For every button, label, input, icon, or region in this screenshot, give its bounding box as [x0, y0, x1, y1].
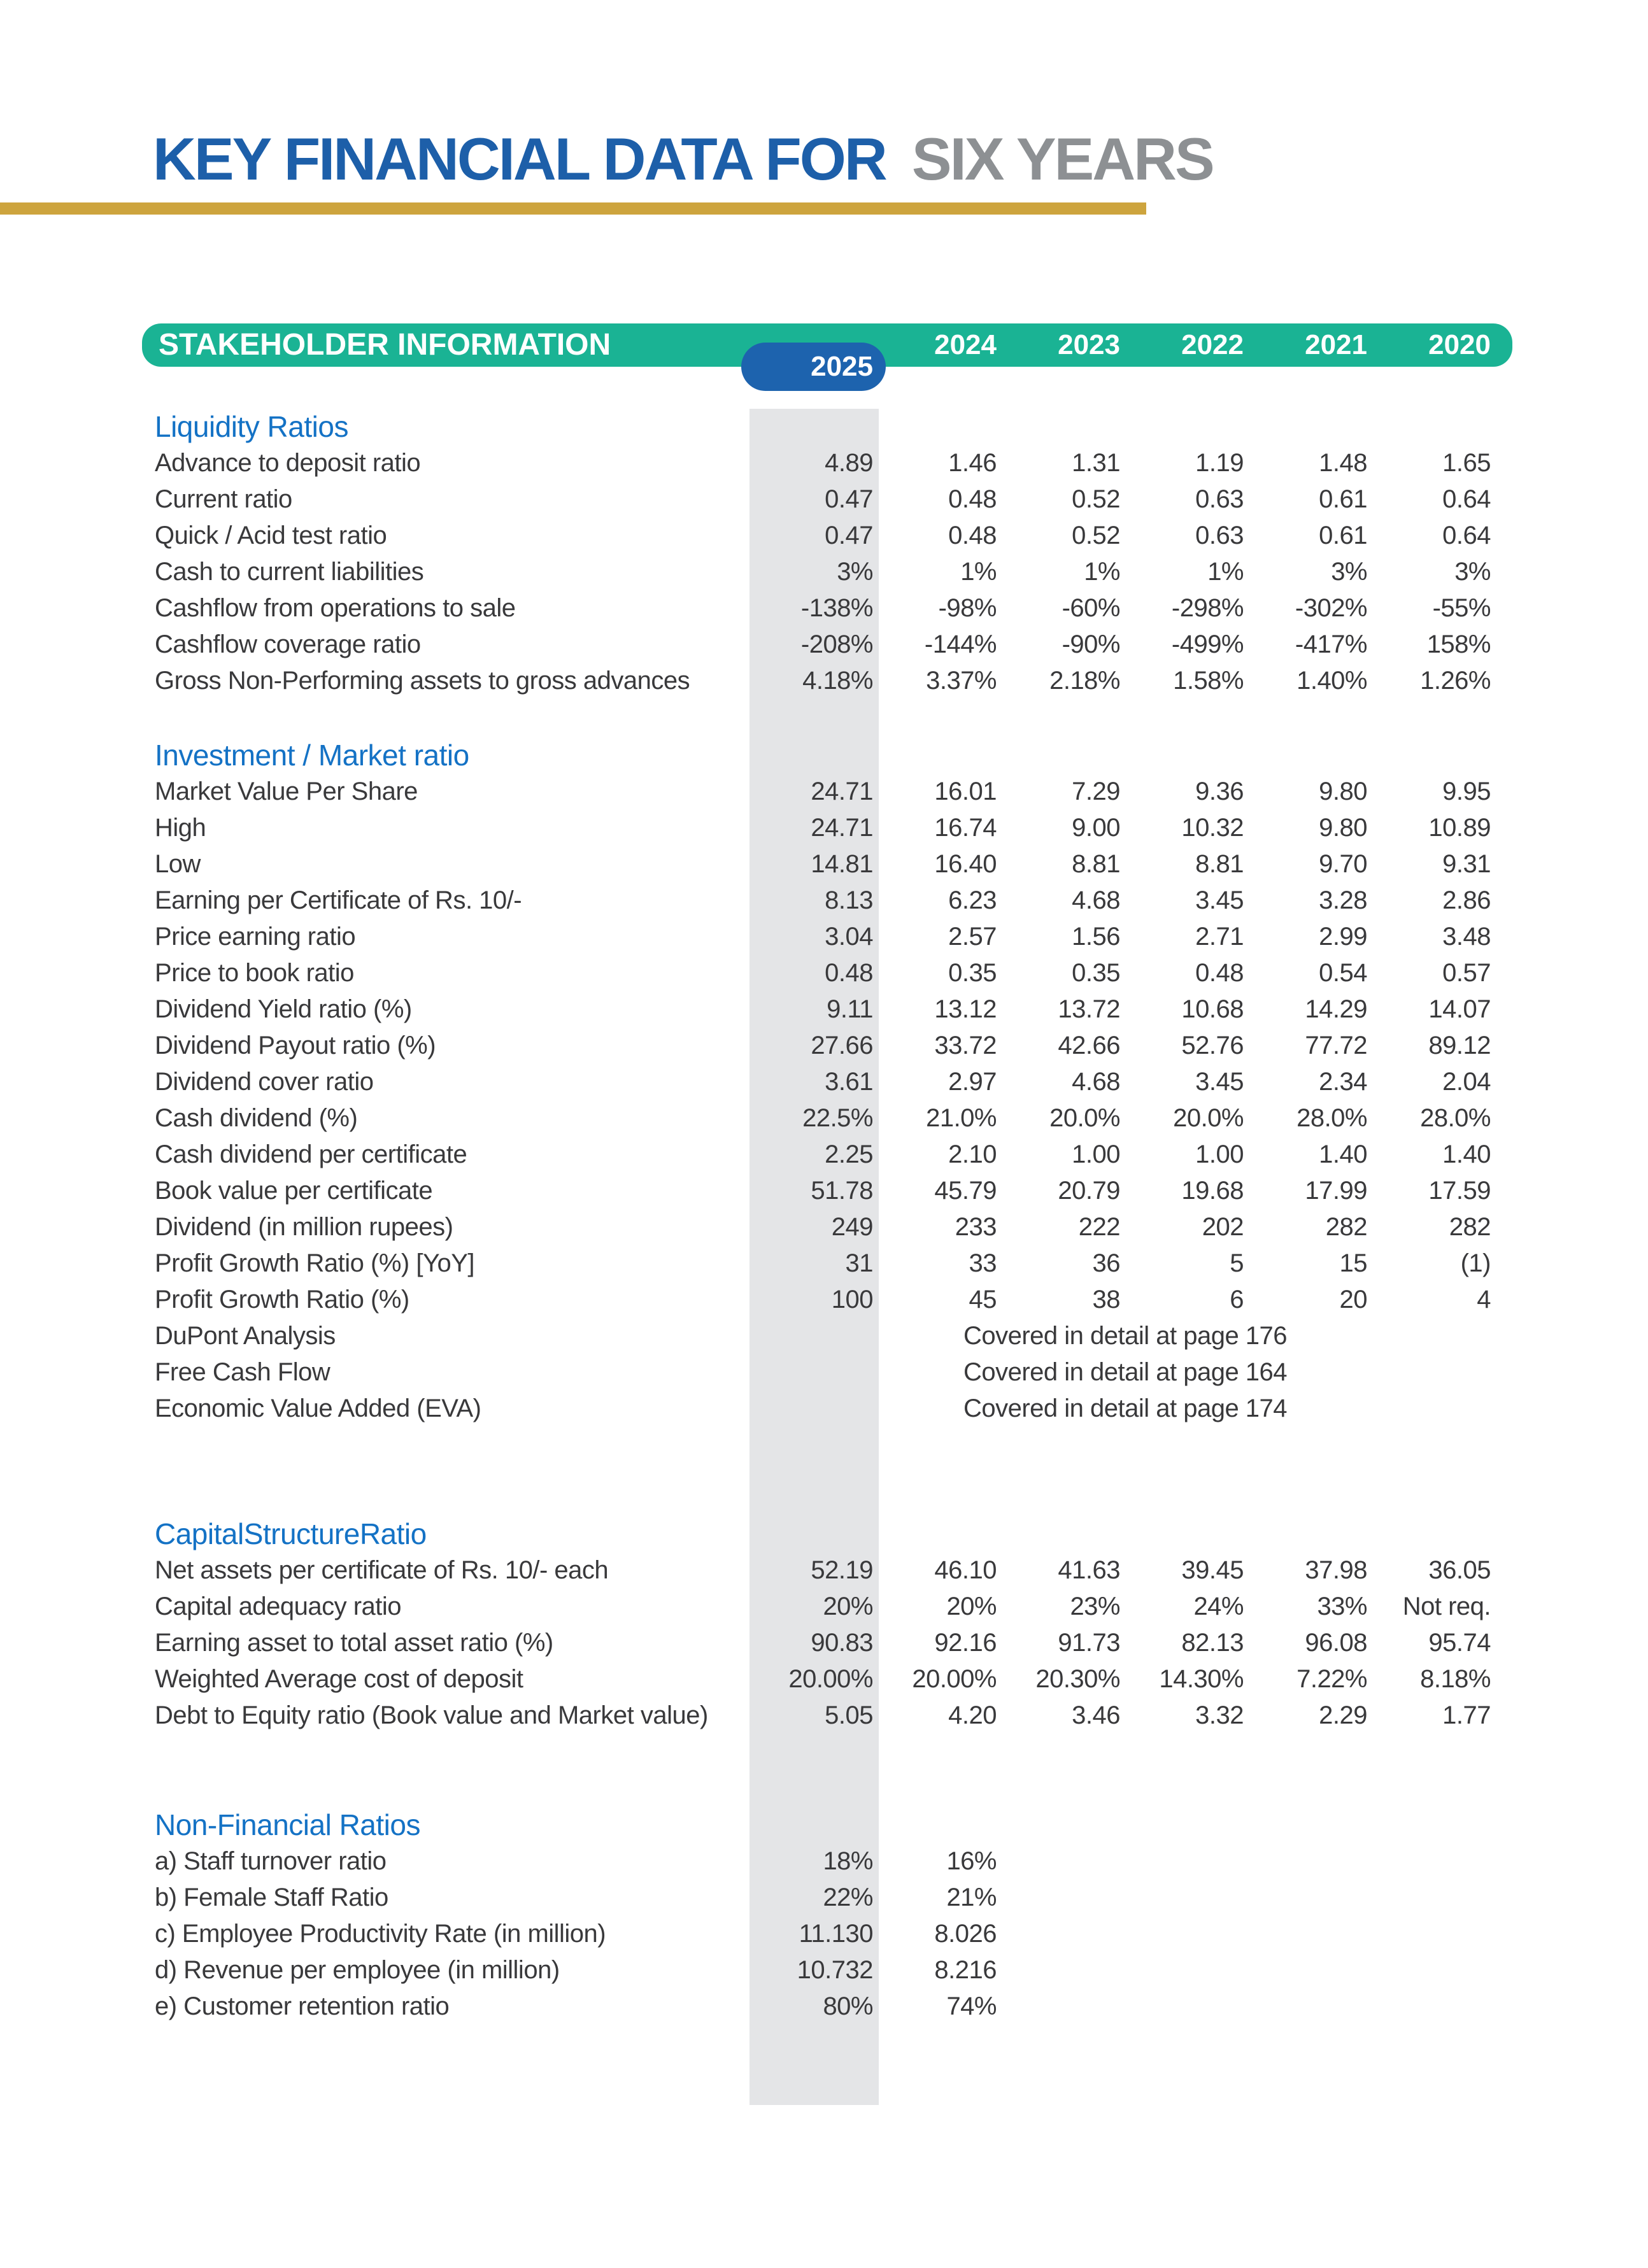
value-cell-2020: 1.77 — [1442, 1701, 1491, 1729]
value-cell-2025: 11.130 — [799, 1920, 873, 1948]
value-cell-2025: 0.47 — [825, 485, 873, 513]
value-cell-2024: 8.216 — [934, 1956, 997, 1984]
value-cell-2023: 4.68 — [1072, 1068, 1120, 1096]
value-cell-2020 — [1372, 1916, 1496, 1952]
value-cell-2020: 0.64 — [1442, 485, 1491, 513]
value-cell-2023: 8.81 — [1072, 850, 1120, 878]
value-cell-2020 — [1372, 1318, 1496, 1354]
value-cell-2020 — [1372, 1880, 1496, 1916]
row-label: Earning asset to total asset ratio (%) — [155, 1629, 553, 1657]
value-cell-2022: 52.76 — [1181, 1031, 1244, 1060]
row-label: d) Revenue per employee (in million) — [155, 1956, 560, 1984]
table-row — [142, 955, 1512, 991]
value-cell-2022 — [1125, 1916, 1249, 1952]
value-cell-2020: 3.48 — [1442, 923, 1491, 951]
value-cell-2021 — [1249, 1880, 1372, 1916]
value-cell-2020: 36.05 — [1428, 1556, 1491, 1584]
row-label: Profit Growth Ratio (%) — [155, 1286, 409, 1314]
value-cell-2022: 0.63 — [1195, 485, 1244, 513]
value-cell-2023 — [1002, 1988, 1125, 2025]
table-row — [142, 554, 1512, 590]
table-row — [142, 1028, 1512, 1064]
row-label: High — [155, 814, 206, 842]
value-cell-2022: 3.45 — [1195, 886, 1244, 914]
table-section — [142, 1516, 1512, 1734]
value-cell-2021: 28.0% — [1296, 1104, 1367, 1132]
value-cell-2021: -417% — [1295, 630, 1367, 658]
value-cell-2020 — [1372, 1843, 1496, 1880]
value-cell-2025: 22% — [823, 1883, 873, 1911]
value-cell-2022: 8.81 — [1195, 850, 1244, 878]
value-cell-2024: 2.57 — [948, 923, 997, 951]
value-cell-2020: 2.04 — [1442, 1068, 1491, 1096]
value-cell-2025: 24.71 — [811, 777, 873, 805]
value-cell-2023 — [1002, 1916, 1125, 1952]
value-cell-2025 — [749, 1354, 878, 1391]
row-label: Gross Non-Performing assets to gross advances — [155, 667, 690, 695]
value-cell-2024: -144% — [924, 630, 997, 658]
value-cell-2023: 91.73 — [1058, 1629, 1120, 1657]
value-cell-2025: 80% — [823, 1992, 873, 2020]
value-cell-2023: -60% — [1062, 594, 1120, 622]
row-label: Cashflow from operations to sale — [155, 594, 516, 622]
value-cell-2023: 2.18% — [1049, 667, 1120, 695]
value-cell-2022: 1.00 — [1195, 1140, 1244, 1168]
row-label: Price earning ratio — [155, 923, 356, 951]
row-label: Book value per certificate — [155, 1177, 433, 1205]
row-note: Covered in detail at page 164 — [963, 1358, 1288, 1386]
page-title-primary: KEY FINANCIAL DATA FOR — [153, 125, 886, 192]
table-section — [142, 409, 1512, 699]
value-cell-2024: 16.74 — [934, 814, 997, 842]
value-cell-2020: 9.31 — [1442, 850, 1491, 878]
value-cell-2025: 51.78 — [811, 1177, 873, 1205]
value-cell-2024: 74% — [946, 1992, 997, 2020]
table-row — [142, 627, 1512, 663]
value-cell-2025: 90.83 — [811, 1629, 873, 1657]
value-cell-2024: 45.79 — [934, 1177, 997, 1205]
table-row — [142, 1697, 1512, 1734]
value-cell-2022: 6 — [1230, 1286, 1244, 1314]
value-cell-2023: -90% — [1062, 630, 1120, 658]
value-cell-2022: 1.58% — [1173, 667, 1244, 695]
value-cell-2025: 20% — [823, 1592, 873, 1620]
value-cell-2022: 0.48 — [1195, 959, 1244, 987]
value-cell-2022: 3.32 — [1195, 1701, 1244, 1729]
row-label: Dividend (in million rupees) — [155, 1213, 453, 1241]
table-row — [142, 810, 1512, 846]
value-cell-2021: 9.80 — [1319, 777, 1367, 805]
value-cell-2025: 3.04 — [825, 923, 873, 951]
section-heading: Non-Financial Ratios — [155, 1808, 420, 1841]
row-label: e) Customer retention ratio — [155, 1992, 450, 2020]
value-cell-2024: 0.35 — [948, 959, 997, 987]
value-cell-2025: 8.13 — [825, 886, 873, 914]
value-cell-2021 — [1249, 1988, 1372, 2025]
value-cell-2024: 233 — [955, 1213, 997, 1241]
table-header-title: STAKEHOLDER INFORMATION — [159, 328, 611, 362]
value-cell-2021: 1.40% — [1296, 667, 1367, 695]
column-header-2024: 2024 — [934, 329, 997, 360]
value-cell-2020: 10.89 — [1428, 814, 1491, 842]
page-title-secondary: SIX YEARS — [911, 125, 1213, 192]
value-cell-2025: 52.19 — [811, 1556, 873, 1584]
value-cell-2020: 3% — [1454, 558, 1491, 586]
table-row — [142, 1100, 1512, 1137]
value-cell-2024: 2.10 — [948, 1140, 997, 1168]
value-cell-2023 — [1002, 1952, 1125, 1988]
value-cell-2023: 9.00 — [1072, 814, 1120, 842]
value-cell-2025: 31 — [845, 1249, 873, 1277]
value-cell-2025: 5.05 — [825, 1701, 873, 1729]
value-cell-2025: 14.81 — [811, 850, 873, 878]
value-cell-2020: Not req. — [1402, 1592, 1491, 1620]
table-row — [142, 1843, 1512, 1880]
value-cell-2024: 8.026 — [934, 1920, 997, 1948]
value-cell-2021: 33% — [1317, 1592, 1367, 1620]
value-cell-2022: 2.71 — [1195, 923, 1244, 951]
value-cell-2021: -302% — [1295, 594, 1367, 622]
value-cell-2024: 2.97 — [948, 1068, 997, 1096]
value-cell-2021: 3% — [1331, 558, 1367, 586]
value-cell-2024: 46.10 — [934, 1556, 997, 1584]
row-label: Price to book ratio — [155, 959, 354, 987]
row-label: Economic Value Added (EVA) — [155, 1394, 481, 1422]
title-underline-bar — [0, 202, 1146, 215]
row-label: Cash dividend (%) — [155, 1104, 358, 1132]
value-cell-2025: 24.71 — [811, 814, 873, 842]
value-cell-2020: 0.64 — [1442, 521, 1491, 549]
value-cell-2024: 4.20 — [948, 1701, 997, 1729]
column-header-2021: 2021 — [1305, 329, 1367, 360]
value-cell-2023: 1.56 — [1072, 923, 1120, 951]
value-cell-2022: -298% — [1171, 594, 1244, 622]
value-cell-2020: 17.59 — [1428, 1177, 1491, 1205]
table-row — [142, 1318, 1512, 1354]
value-cell-2025 — [749, 1391, 878, 1427]
section-heading: Liquidity Ratios — [155, 410, 348, 443]
row-label: a) Staff turnover ratio — [155, 1847, 387, 1875]
value-cell-2020: 8.18% — [1420, 1665, 1491, 1693]
value-cell-2024: 21% — [946, 1883, 997, 1911]
value-cell-2023: 23% — [1070, 1592, 1120, 1620]
row-label: Market Value Per Share — [155, 777, 418, 805]
column-header-2020: 2020 — [1428, 329, 1491, 360]
table-row — [142, 1391, 1512, 1427]
value-cell-2021: 77.72 — [1305, 1031, 1367, 1060]
value-cell-2022 — [1125, 1880, 1249, 1916]
value-cell-2025: -138% — [800, 594, 873, 622]
highlight-year-pill: 2025 — [741, 343, 886, 391]
value-cell-2024: 20% — [946, 1592, 997, 1620]
value-cell-2020 — [1372, 1391, 1496, 1427]
value-cell-2021 — [1249, 1952, 1372, 1988]
value-cell-2023: 20.0% — [1049, 1104, 1120, 1132]
value-cell-2025: 10.732 — [797, 1956, 873, 1984]
value-cell-2020: (1) — [1460, 1249, 1491, 1277]
column-header-2022: 2022 — [1181, 329, 1244, 360]
value-cell-2023: 222 — [1078, 1213, 1120, 1241]
value-cell-2022: 10.32 — [1181, 814, 1244, 842]
value-cell-2024: 1.46 — [948, 449, 997, 477]
value-cell-2020: 89.12 — [1428, 1031, 1491, 1060]
value-cell-2021: 2.34 — [1319, 1068, 1367, 1096]
value-cell-2022 — [1125, 1952, 1249, 1988]
value-cell-2020: 14.07 — [1428, 995, 1491, 1023]
value-cell-2020: 95.74 — [1428, 1629, 1491, 1657]
row-label: Low — [155, 850, 201, 878]
row-label: c) Employee Productivity Rate (in million) — [155, 1920, 606, 1948]
value-cell-2024: 16.01 — [934, 777, 997, 805]
value-cell-2020: 2.86 — [1442, 886, 1491, 914]
value-cell-2022 — [1125, 1843, 1249, 1880]
value-cell-2023: 36 — [1092, 1249, 1120, 1277]
section-heading: CapitalStructureRatio — [155, 1517, 427, 1550]
table-row — [142, 1988, 1512, 2025]
value-cell-2021: 17.99 — [1305, 1177, 1367, 1205]
value-cell-2021: 1.48 — [1319, 449, 1367, 477]
value-cell-2021: 0.61 — [1319, 485, 1367, 513]
value-cell-2022: 1% — [1207, 558, 1244, 586]
value-cell-2023 — [1002, 1880, 1125, 1916]
table-row — [142, 991, 1512, 1028]
value-cell-2020 — [1372, 1354, 1496, 1391]
table-row — [142, 1173, 1512, 1209]
table-row — [142, 1137, 1512, 1173]
value-cell-2022: 0.63 — [1195, 521, 1244, 549]
value-cell-2021: 1.40 — [1319, 1140, 1367, 1168]
value-cell-2022: 10.68 — [1181, 995, 1244, 1023]
value-cell-2025: 3% — [837, 558, 873, 586]
column-header-2023: 2023 — [1058, 329, 1120, 360]
value-cell-2025: 9.11 — [827, 995, 873, 1023]
value-cell-2024: 0.48 — [948, 485, 997, 513]
table-body — [142, 409, 1512, 2025]
table-section — [142, 737, 1512, 1427]
value-cell-2021: 96.08 — [1305, 1629, 1367, 1657]
table-row — [142, 1589, 1512, 1625]
value-cell-2025: 27.66 — [811, 1031, 873, 1060]
value-cell-2024: 33.72 — [934, 1031, 997, 1060]
value-cell-2021: 9.80 — [1319, 814, 1367, 842]
value-cell-2023: 7.29 — [1072, 777, 1120, 805]
row-label: Profit Growth Ratio (%) [YoY] — [155, 1249, 474, 1277]
value-cell-2023: 1.00 — [1072, 1140, 1120, 1168]
table-row — [142, 590, 1512, 627]
value-cell-2024: 0.48 — [948, 521, 997, 549]
table-row — [142, 1916, 1512, 1952]
row-label: Earning per Certificate of Rs. 10/- — [155, 886, 522, 914]
value-cell-2022: 20.0% — [1173, 1104, 1244, 1132]
table-row — [142, 1064, 1512, 1100]
table-header-bar — [142, 323, 1512, 382]
table-row — [142, 846, 1512, 882]
value-cell-2021 — [1249, 1916, 1372, 1952]
value-cell-2023: 41.63 — [1058, 1556, 1120, 1584]
value-cell-2022: 24% — [1193, 1592, 1244, 1620]
value-cell-2025: 100 — [831, 1286, 873, 1314]
table-row — [142, 774, 1512, 810]
value-cell-2025 — [749, 1318, 878, 1354]
value-cell-2021: 3.28 — [1319, 886, 1367, 914]
table-row — [142, 1209, 1512, 1245]
value-cell-2022: 5 — [1230, 1249, 1244, 1277]
value-cell-2020: 0.57 — [1442, 959, 1491, 987]
table-row — [142, 445, 1512, 481]
row-label: Debt to Equity ratio (Book value and Market value) — [155, 1701, 708, 1729]
value-cell-2022: 9.36 — [1195, 777, 1244, 805]
value-cell-2024: 33 — [969, 1249, 997, 1277]
row-label: DuPont Analysis — [155, 1322, 336, 1350]
value-cell-2021: 2.29 — [1319, 1701, 1367, 1729]
section-heading: Investment / Market ratio — [155, 739, 469, 772]
row-label: Capital adequacy ratio — [155, 1592, 402, 1620]
value-cell-2022 — [1125, 1988, 1249, 2025]
value-cell-2023: 20.30% — [1035, 1665, 1120, 1693]
value-cell-2020: 282 — [1449, 1213, 1491, 1241]
value-cell-2023: 0.52 — [1072, 485, 1120, 513]
value-cell-2020: 158% — [1426, 630, 1491, 658]
table-row — [142, 1552, 1512, 1589]
table-row — [142, 1245, 1512, 1282]
value-cell-2022: 39.45 — [1181, 1556, 1244, 1584]
row-label: Quick / Acid test ratio — [155, 521, 387, 549]
row-label: b) Female Staff Ratio — [155, 1883, 388, 1911]
value-cell-2021: 14.29 — [1305, 995, 1367, 1023]
value-cell-2020 — [1372, 1988, 1496, 2025]
row-label: Dividend Payout ratio (%) — [155, 1031, 436, 1060]
stakeholder-information-table — [142, 323, 1512, 2025]
value-cell-2025: 0.47 — [825, 521, 873, 549]
value-cell-2024: 1% — [960, 558, 997, 586]
value-cell-2024: 16.40 — [934, 850, 997, 878]
value-cell-2021: 20 — [1339, 1286, 1367, 1314]
table-row — [142, 1880, 1512, 1916]
value-cell-2021: 37.98 — [1305, 1556, 1367, 1584]
row-label: Current ratio — [155, 485, 292, 513]
table-section — [142, 1807, 1512, 2025]
value-cell-2022: 3.45 — [1195, 1068, 1244, 1096]
value-cell-2022: 14.30% — [1159, 1665, 1244, 1693]
value-cell-2025: -208% — [800, 630, 873, 658]
table-row — [142, 1282, 1512, 1318]
value-cell-2023: 0.52 — [1072, 521, 1120, 549]
value-cell-2024: -98% — [938, 594, 997, 622]
row-label: Free Cash Flow — [155, 1358, 330, 1386]
value-cell-2023: 4.68 — [1072, 886, 1120, 914]
value-cell-2020: 1.40 — [1442, 1140, 1491, 1168]
value-cell-2021: 0.61 — [1319, 521, 1367, 549]
value-cell-2023: 3.46 — [1072, 1701, 1120, 1729]
table-row — [142, 1625, 1512, 1661]
table-row — [142, 919, 1512, 955]
value-cell-2020: 1.26% — [1420, 667, 1491, 695]
value-cell-2020: 4 — [1477, 1286, 1491, 1314]
value-cell-2020: 1.65 — [1442, 449, 1491, 477]
row-label: Net assets per certificate of Rs. 10/- each — [155, 1556, 609, 1584]
value-cell-2023: 1.31 — [1072, 449, 1120, 477]
value-cell-2023: 1% — [1084, 558, 1120, 586]
value-cell-2025: 4.89 — [825, 449, 873, 477]
value-cell-2022: -499% — [1171, 630, 1244, 658]
row-note: Covered in detail at page 174 — [963, 1394, 1288, 1422]
value-cell-2021: 7.22% — [1296, 1665, 1367, 1693]
value-cell-2021: 15 — [1339, 1249, 1367, 1277]
value-cell-2024: 20.00% — [912, 1665, 997, 1693]
value-cell-2022: 19.68 — [1181, 1177, 1244, 1205]
value-cell-2024: 92.16 — [934, 1629, 997, 1657]
table-row — [142, 1661, 1512, 1697]
value-cell-2021: 282 — [1325, 1213, 1367, 1241]
value-cell-2024: 6.23 — [948, 886, 997, 914]
value-cell-2025: 249 — [831, 1213, 873, 1241]
value-cell-2023: 42.66 — [1058, 1031, 1120, 1060]
value-cell-2024: 13.12 — [934, 995, 997, 1023]
value-cell-2023: 13.72 — [1058, 995, 1120, 1023]
value-cell-2023: 38 — [1092, 1286, 1120, 1314]
value-cell-2021: 0.54 — [1319, 959, 1367, 987]
value-cell-2020 — [1372, 1952, 1496, 1988]
value-cell-2023: 20.79 — [1058, 1177, 1120, 1205]
row-label: Cash to current liabilities — [155, 558, 424, 586]
table-row — [142, 1354, 1512, 1391]
table-row — [142, 481, 1512, 518]
row-label: Dividend Yield ratio (%) — [155, 995, 412, 1023]
value-cell-2025: 4.18% — [802, 667, 873, 695]
value-cell-2021: 2.99 — [1319, 923, 1367, 951]
value-cell-2025: 18% — [823, 1847, 873, 1875]
value-cell-2025: 3.61 — [825, 1068, 873, 1096]
value-cell-2022: 202 — [1202, 1213, 1244, 1241]
value-cell-2025: 20.00% — [788, 1665, 873, 1693]
row-label: Weighted Average cost of deposit — [155, 1665, 523, 1693]
value-cell-2025: 2.25 — [825, 1140, 873, 1168]
value-cell-2021 — [1249, 1843, 1372, 1880]
value-cell-2024: 45 — [969, 1286, 997, 1314]
table-row — [142, 663, 1512, 699]
value-cell-2024: 21.0% — [926, 1104, 997, 1132]
table-row — [142, 518, 1512, 554]
row-label: Advance to deposit ratio — [155, 449, 421, 477]
value-cell-2023 — [1002, 1843, 1125, 1880]
row-note: Covered in detail at page 176 — [963, 1322, 1288, 1350]
value-cell-2024: 16% — [946, 1847, 997, 1875]
value-cell-2020: -55% — [1432, 594, 1491, 622]
value-cell-2020: 28.0% — [1420, 1104, 1491, 1132]
value-cell-2020: 9.95 — [1442, 777, 1491, 805]
value-cell-2021: 9.70 — [1319, 850, 1367, 878]
page-title — [153, 125, 1213, 194]
value-cell-2023: 0.35 — [1072, 959, 1120, 987]
row-label: Cashflow coverage ratio — [155, 630, 421, 658]
row-label: Dividend cover ratio — [155, 1068, 374, 1096]
value-cell-2022: 1.19 — [1195, 449, 1244, 477]
value-cell-2022: 82.13 — [1181, 1629, 1244, 1657]
table-row — [142, 882, 1512, 919]
value-cell-2025: 0.48 — [825, 959, 873, 987]
table-row — [142, 1952, 1512, 1988]
row-label: Cash dividend per certificate — [155, 1140, 467, 1168]
value-cell-2024: 3.37% — [926, 667, 997, 695]
value-cell-2025: 22.5% — [802, 1104, 873, 1132]
